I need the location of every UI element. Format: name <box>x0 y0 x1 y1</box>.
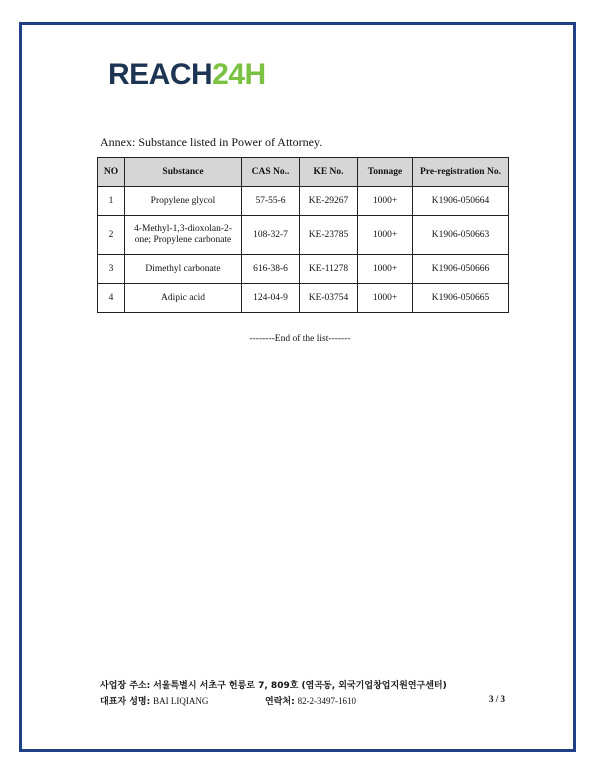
cell-ke: KE-29267 <box>300 187 358 216</box>
table-row <box>98 187 509 216</box>
header-no: NO <box>98 158 125 187</box>
cell-substance: Propylene glycol <box>125 187 242 216</box>
cell-tonnage: 1000+ <box>358 187 413 216</box>
cell-ke: KE-03754 <box>300 284 358 313</box>
cell-tonnage: 1000+ <box>358 216 413 255</box>
cell-substance: Dimethyl carbonate <box>125 255 242 284</box>
rep-label: 대표자 성명: <box>100 697 151 707</box>
cell-cas: 616-38-6 <box>242 255 300 284</box>
phone-label: 연락처: <box>265 697 295 707</box>
header-prereg: Pre-registration No. <box>413 158 509 187</box>
company-logo <box>108 58 266 92</box>
table-row <box>98 255 509 284</box>
address-label: 사업장 주소: <box>100 681 151 691</box>
cell-cas: 124-04-9 <box>242 284 300 313</box>
header-cas: CAS No.. <box>242 158 300 187</box>
footer-contact <box>100 694 505 707</box>
cell-tonnage: 1000+ <box>358 255 413 284</box>
cell-substance: Adipic acid <box>125 284 242 313</box>
logo-text-reach: REACH <box>108 58 213 91</box>
cell-prereg: K1906-050663 <box>413 216 509 255</box>
page-number: 3 / 3 <box>488 694 505 704</box>
cell-cas: 57-55-6 <box>242 187 300 216</box>
phone-value: 82-2-3497-1610 <box>297 696 357 706</box>
cell-cas: 108-32-7 <box>242 216 300 255</box>
page-frame <box>19 22 576 752</box>
cell-no: 3 <box>98 255 125 284</box>
cell-prereg: K1906-050666 <box>413 255 509 284</box>
header-tonnage: Tonnage <box>358 158 413 187</box>
cell-no: 1 <box>98 187 125 216</box>
table-header-row <box>98 158 509 187</box>
substance-table <box>97 157 509 313</box>
cell-ke: KE-11278 <box>300 255 358 284</box>
annex-title: Annex: Substance listed in Power of Attorney. <box>100 135 323 149</box>
footer-address <box>100 678 447 691</box>
phone-block <box>265 694 356 707</box>
table-row <box>98 216 509 255</box>
header-substance: Substance <box>125 158 242 187</box>
cell-no: 2 <box>98 216 125 255</box>
address-value: 서울특별시 서초구 헌릉로 7, 809호 (염곡동, 외국기업창업지원연구센터) <box>153 681 447 691</box>
logo-text-24h: 24H <box>212 58 266 91</box>
cell-prereg: K1906-050665 <box>413 284 509 313</box>
rep-value: BAI LIQIANG <box>153 696 209 706</box>
end-of-list: --------End of the list------- <box>249 334 351 344</box>
cell-ke: KE-23785 <box>300 216 358 255</box>
table-row <box>98 284 509 313</box>
cell-no: 4 <box>98 284 125 313</box>
cell-tonnage: 1000+ <box>358 284 413 313</box>
header-ke: KE No. <box>300 158 358 187</box>
cell-prereg: K1906-050664 <box>413 187 509 216</box>
cell-substance: 4-Methyl-1,3-dioxolan-2-one; Propylene carbonate <box>125 216 242 255</box>
